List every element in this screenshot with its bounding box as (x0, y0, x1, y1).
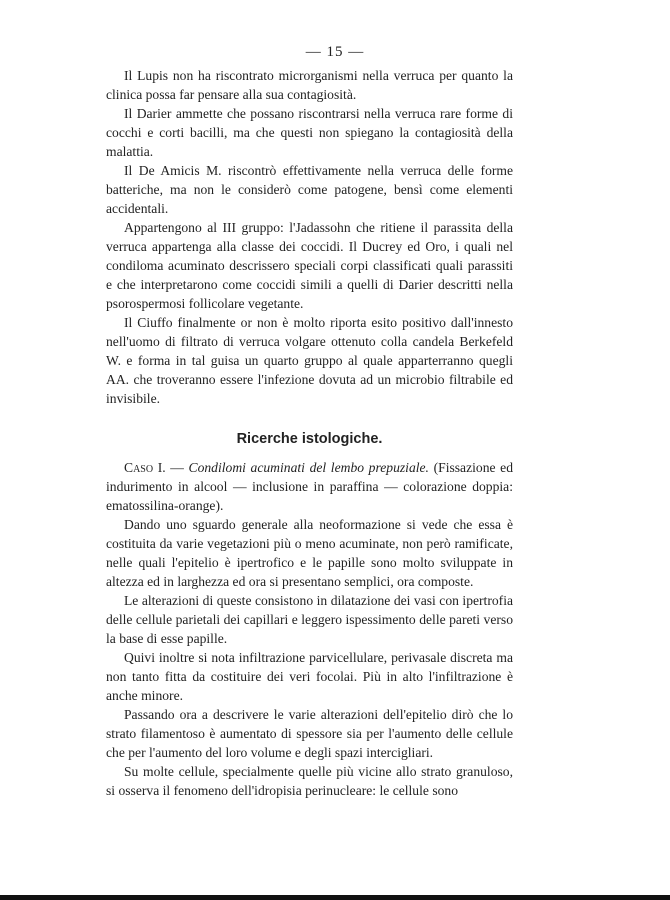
case-dash: — (165, 460, 189, 475)
paragraph-overview: Dando uno sguardo generale alla neoformazione si vede che essa è costituita da varie vegetazioni più o meno acuminate, non però ramificate, nelle quali l'epitelio è ipertrofico e le papille sono molto sviluppate in altezza ed in larghezza ed ora si presentano semplici, ora composte. (106, 517, 513, 589)
page-body (106, 66, 513, 800)
case-paragraph (106, 458, 513, 515)
page-number: — 15 — (305, 44, 365, 60)
paragraph-epithelium: Passando ora a descrivere le varie alterazioni dell'epitelio dirò che lo strato filamentoso è aumentato di spessore sia per l'aumento delle cellule che per l'aumento del loro volume e degli spazi intercigliari. (106, 707, 513, 760)
paragraph-darier: Il Darier ammette che possano riscontrarsi nella verruca rare forme di cocchi e corti bacilli, ma che questi non spiegano la contagiosità della malattia. (106, 106, 513, 159)
paragraph-de-amicis: Il De Amicis M. riscontrò effettivamente nella verruca delle forme batteriche, ma non le considerò come patogene, bensì come elementi accidentali. (106, 163, 513, 216)
paragraph-third-group: Appartengono al III gruppo: l'Jadassohn che ritiene il parassita della verruca appartenga alla classe dei coccidi. Il Ducrey ed Oro, i quali nel condiloma acuminato descrissero speciali corpi classificati quali parassiti e che interpretarono come coccidi simili a quelli di Darier descritti nella psorospermosi follicolare vegetante. (106, 220, 513, 311)
paragraph-ciuffo: Il Ciuffo finalmente or non è molto riporta esito positivo dall'innesto nell'uomo di filtrato di verruca volgare ottenuto colla candela Berkefeld W. e forma in tal guisa un quarto gruppo al quale apparterranno quegli AA. che troveranno essere l'infezione dovuta ad un microbio filtrabile ed invisibile. (106, 315, 513, 406)
paragraph-lupis: Il Lupis non ha riscontrato microrganismi nella verruca per quanto la clinica possa far pensare alla sua contagiosità. (106, 68, 513, 102)
paragraph-infiltration: Quivi inoltre si nota infiltrazione parvicellulare, perivasale discreta ma non tanto fitta da costituire dei veri focolai. Più in alto l'infiltrazione è anche minore. (106, 650, 513, 703)
scan-border (0, 895, 670, 900)
section-heading: Ricerche istologiche. (236, 431, 383, 447)
case-text: (Fissazione ed indurimento in alcool — inclusione in paraffina — colorazione doppia: ematossilina-orange). (106, 460, 513, 513)
paragraph-alterations: Le alterazioni di queste consistono in dilatazione dei vasi con ipertrofia delle cellule parietali dei capillari e leggero ispessimento delle pareti verso la base di esse papille. (106, 593, 513, 646)
case-title: Condilomi acuminati del lembo prepuziale. (188, 460, 429, 475)
case-label: Caso I. (124, 460, 166, 475)
paragraph-cells: Su molte cellule, specialmente quelle più vicine allo strato granuloso, si osserva il fenomeno dell'idropisia perinucleare: le cellule sono (106, 764, 513, 798)
section-spacer (106, 408, 513, 430)
